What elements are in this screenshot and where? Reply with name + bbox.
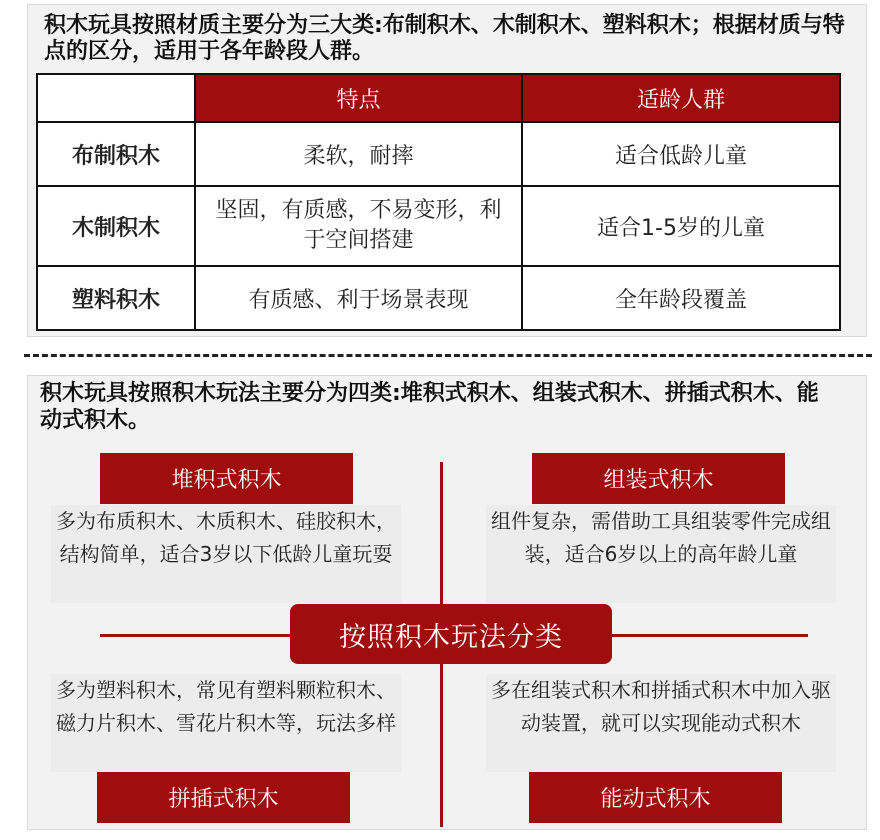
table-header-age: 适龄人群 xyxy=(522,74,840,122)
material-intro: 积木玩具按照材质主要分为三大类:布制积木、木制积木、塑料积木；根据材质与特点的区分，适用于各年龄段人群。 xyxy=(44,13,845,64)
table-header-feature: 特点 xyxy=(195,74,522,122)
plugin-desc: 多为塑料积木，常见有塑料颗粒积木、磁力片积木、雪花片积木等，玩法多样 xyxy=(51,674,401,772)
row-name: 木制积木 xyxy=(37,186,195,266)
material-table xyxy=(36,73,841,331)
table-row xyxy=(37,186,840,266)
material-panel xyxy=(27,4,867,337)
row-age: 适合1-5岁的儿童 xyxy=(522,186,840,266)
horizontal-axis-line-right xyxy=(608,634,808,637)
row-feature: 有质感、利于场景表现 xyxy=(195,266,522,330)
table-header-blank xyxy=(37,74,195,122)
table-row xyxy=(37,122,840,186)
row-feature: 柔软，耐摔 xyxy=(195,122,522,186)
play-panel xyxy=(27,375,867,830)
table-header-row xyxy=(37,74,840,122)
horizontal-axis-line-left xyxy=(100,634,300,637)
row-feature: 坚固，有质感，不易变形，利于空间搭建 xyxy=(195,186,522,266)
motorized-label: 能动式积木 xyxy=(529,772,782,823)
dashed-divider xyxy=(24,354,872,357)
row-name: 布制积木 xyxy=(37,122,195,186)
assembly-desc: 组件复杂，需借助工具组装零件完成组装，适合6岁以上的高年龄儿童 xyxy=(486,505,836,603)
row-name: 塑料积木 xyxy=(37,266,195,330)
table-row xyxy=(37,266,840,330)
plugin-label: 拼插式积木 xyxy=(97,772,350,823)
center-category-label: 按照积木玩法分类 xyxy=(290,604,612,664)
row-age: 适合低龄儿童 xyxy=(522,122,840,186)
motorized-desc: 多在组装式积木和拼插式积木中加入驱动装置，就可以实现能动式积木 xyxy=(486,674,836,772)
stacking-desc: 多为布质积木、木质积木、硅胶积木，结构简单，适合3岁以下低龄儿童玩耍 xyxy=(51,505,401,603)
stacking-label: 堆积式积木 xyxy=(100,453,353,504)
row-age: 全年龄段覆盖 xyxy=(522,266,840,330)
assembly-label: 组装式积木 xyxy=(532,453,785,504)
play-intro: 积木玩具按照积木玩法主要分为四类:堆积式积木、组装式积木、拼插式积木、能动式积木。 xyxy=(40,381,819,433)
